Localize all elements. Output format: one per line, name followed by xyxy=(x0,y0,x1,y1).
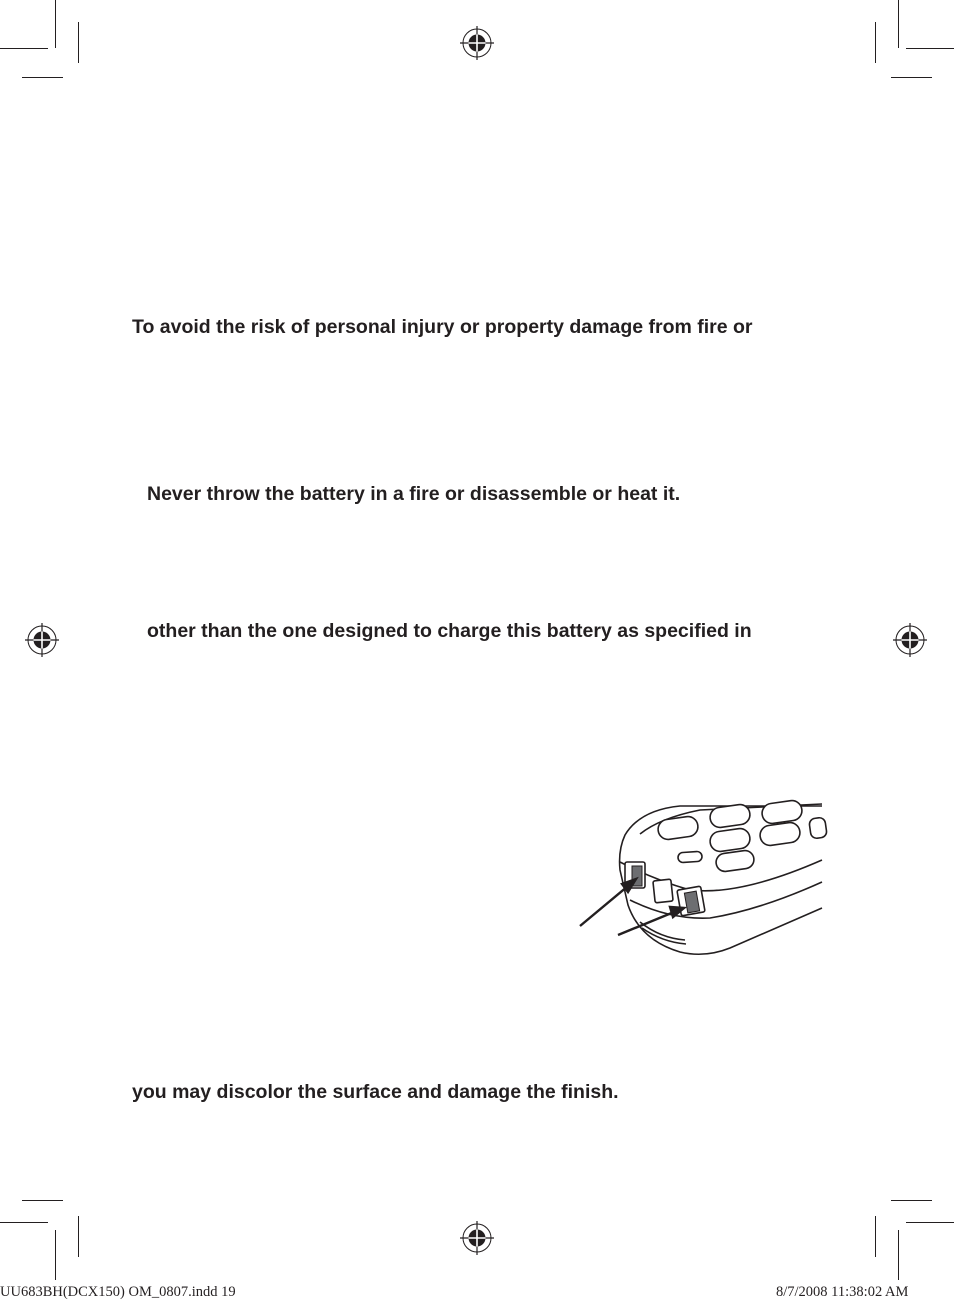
slug-datetime: 8/7/2008 11:38:02 AM xyxy=(776,1284,909,1300)
warning-line-2: Never throw the battery in a fire or disassemble or heat it. xyxy=(147,483,681,505)
registration-mark-icon-top xyxy=(460,26,494,60)
registration-mark-icon-right xyxy=(893,623,927,657)
registration-mark-icon-bottom xyxy=(460,1221,494,1255)
warning-line-1: To avoid the risk of personal injury or property damage from fire or xyxy=(132,316,753,338)
registration-mark-icon-left xyxy=(25,623,59,657)
slug-filename: UU683BH(DCX150) OM_0807.indd 19 xyxy=(0,1284,236,1300)
warning-line-3: other than the one designed to charge this battery as specified in xyxy=(147,620,752,642)
handset-charging-contacts-illustration xyxy=(570,800,830,970)
warning-line-4: you may discolor the surface and damage the finish. xyxy=(132,1081,619,1103)
